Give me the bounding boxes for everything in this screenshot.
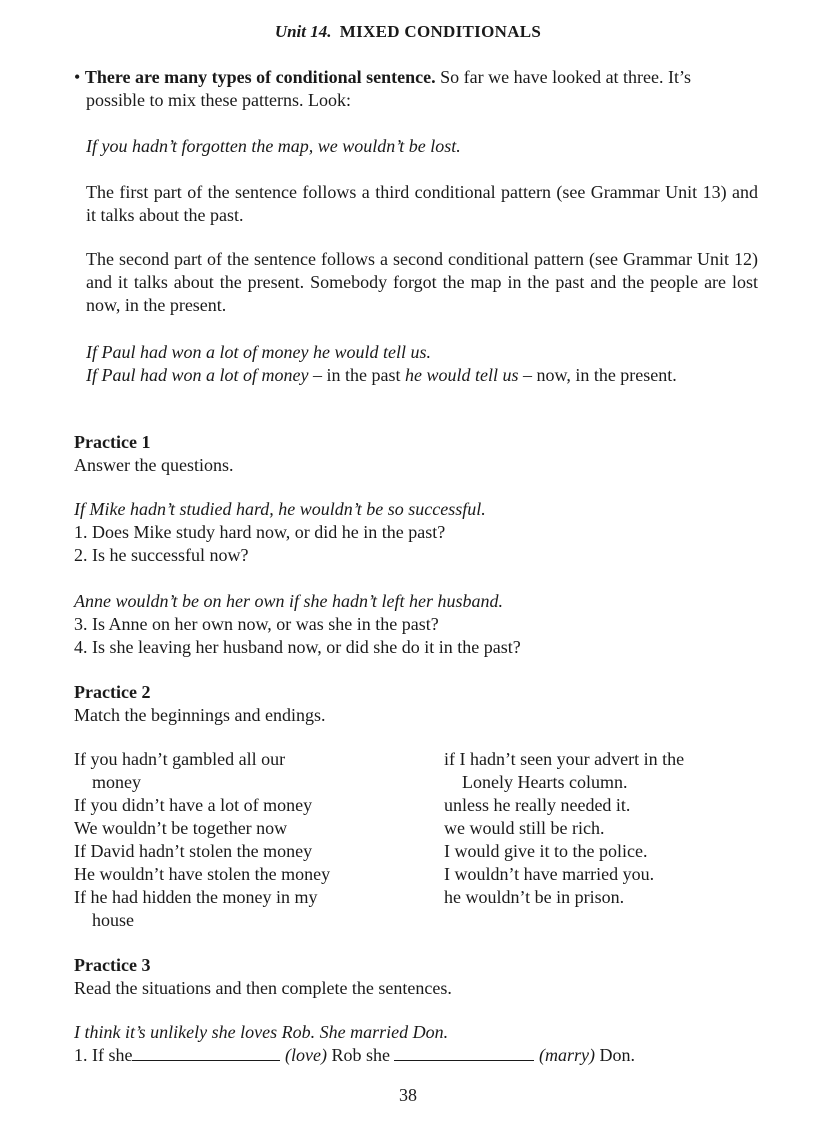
- blank-1[interactable]: [132, 1044, 280, 1061]
- beginning-6-cont: house: [92, 910, 134, 930]
- beginning-1: If you hadn’t gambled all our: [74, 749, 286, 769]
- practice-1-example-a: If Mike hadn’t studied hard, he wouldn’t be so successful.: [74, 499, 486, 519]
- sentence-1-mid: Rob she: [326, 1045, 395, 1065]
- bullet-icon: •: [74, 67, 81, 87]
- practice-1-question-1: 1. Does Mike study hard now, or did he in the past?: [74, 522, 446, 542]
- practice-1-question-2: 2. Is he successful now?: [74, 545, 249, 565]
- example-sentence-2: [86, 341, 758, 387]
- example-sentence-1: If you hadn’t forgotten the map, we wouldn’t be lost.: [86, 136, 461, 156]
- verb-hint-2: (marry): [538, 1045, 595, 1065]
- beginning-1-cont: money: [92, 772, 141, 792]
- example-2-part-d: – now, in the present.: [518, 365, 677, 385]
- practice-1-question-4: 4. Is she leaving her husband now, or did she do it in the past?: [74, 637, 521, 657]
- example-2-line1: If Paul had won a lot of money he would tell us.: [86, 342, 431, 362]
- beginning-4: If David hadn’t stolen the money: [74, 841, 313, 861]
- ending-6: he wouldn’t be in prison.: [444, 887, 625, 907]
- practice-1: [74, 431, 764, 477]
- page-header: [0, 22, 816, 42]
- blank-2[interactable]: [394, 1044, 534, 1061]
- beginning-2: If you didn’t have a lot of money: [74, 795, 313, 815]
- practice-1-question-3: 3. Is Anne on her own now, or was she in the past?: [74, 614, 439, 634]
- example-2-part-a: If Paul had won a lot of money: [86, 365, 309, 385]
- practice-1-example-b: Anne wouldn’t be on her own if she hadn’t left her husband.: [74, 591, 503, 611]
- intro-bold-lead: There are many types of conditional sentence.: [84, 67, 436, 87]
- intro-rest: So far we have looked at three. It’s: [435, 67, 692, 87]
- practice-2-title: Practice 2: [74, 682, 151, 702]
- explanation-paragraph-2: The second part of the sentence follows a second conditional pattern (see Grammar Unit 12) and it talks about the present. Somebody forgot the map in the past and the people are lost now, in the present.: [86, 249, 758, 315]
- ending-5: I wouldn’t have married you.: [444, 864, 655, 884]
- beginning-5: He wouldn’t have stolen the money: [74, 864, 331, 884]
- practice-1-group-a: [74, 498, 764, 567]
- explanation-paragraph-1: The first part of the sentence follows a third conditional pattern (see Grammar Unit 13) and it talks about the past.: [86, 182, 758, 225]
- sentence-1-start: 1. If she: [74, 1045, 133, 1065]
- practice-1-instruction: Answer the questions.: [74, 455, 234, 475]
- sentence-1-end: Don.: [594, 1045, 635, 1065]
- ending-1-cont: Lonely Hearts column.: [462, 772, 628, 792]
- ending-2: unless he really needed it.: [444, 795, 631, 815]
- practice-3-title: Practice 3: [74, 955, 151, 975]
- endings-column: [444, 748, 774, 909]
- ending-4: I would give it to the police.: [444, 841, 648, 861]
- beginning-3: We wouldn’t be together now: [74, 818, 288, 838]
- ending-1: if I hadn’t seen your advert in the: [444, 749, 685, 769]
- practice-2-instruction: Match the beginnings and endings.: [74, 705, 326, 725]
- example-2-part-c: he would tell us: [404, 365, 519, 385]
- practice-3-sentence-1: [74, 1044, 764, 1067]
- unit-number: Unit 14.: [274, 22, 332, 41]
- example-2-breakdown: [86, 364, 758, 387]
- verb-hint-1: (love): [284, 1045, 327, 1065]
- practice-1-title: Practice 1: [74, 432, 151, 452]
- practice-1-group-b: [74, 590, 764, 659]
- unit-title: MIXED CONDITIONALS: [339, 22, 542, 41]
- beginnings-column: [74, 748, 424, 932]
- beginning-6: If he had hidden the money in my: [74, 887, 318, 907]
- example-2-part-b: – in the past: [308, 365, 405, 385]
- practice-3: [74, 954, 764, 1000]
- intro-paragraph: [74, 66, 764, 112]
- page-number: 38: [399, 1085, 417, 1105]
- intro-line2: possible to mix these patterns. Look:: [86, 90, 351, 110]
- practice-3-exercise: [74, 1021, 764, 1067]
- practice-3-instruction: Read the situations and then complete the sentences.: [74, 978, 452, 998]
- ending-3: we would still be rich.: [444, 818, 605, 838]
- practice-2: [74, 681, 764, 727]
- practice-3-example: I think it’s unlikely she loves Rob. She married Don.: [74, 1022, 449, 1042]
